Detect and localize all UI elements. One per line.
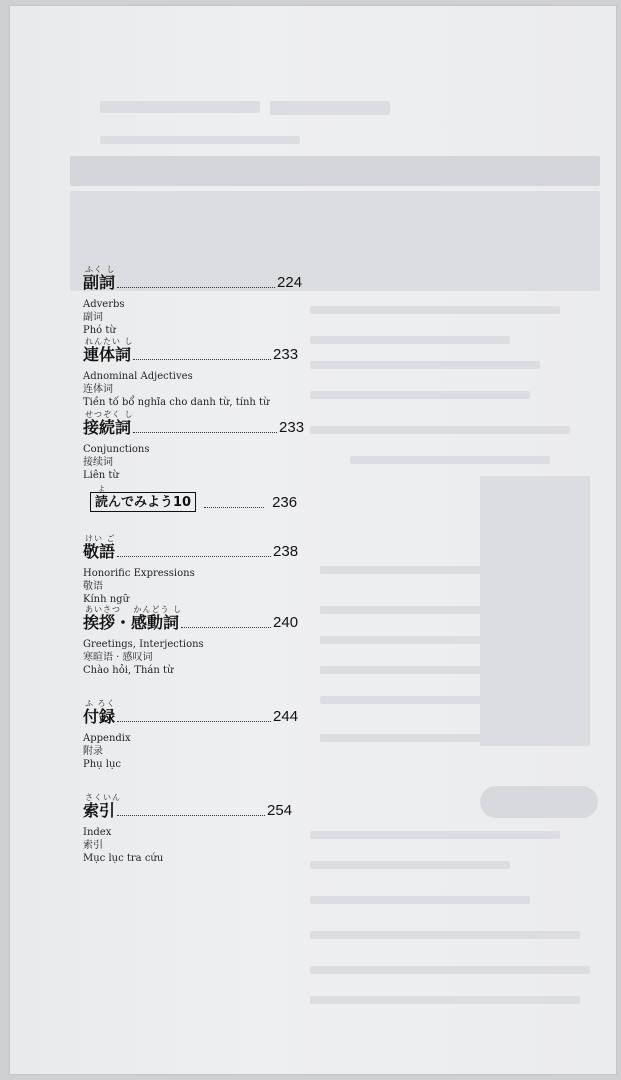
furigana: ふく し	[85, 265, 116, 274]
english-label: Honorific Expressions	[83, 568, 195, 579]
reading-section-label: 読んでみよう10	[90, 492, 196, 512]
chinese-label: 索引	[83, 840, 103, 851]
english-label: Adnominal Adjectives	[83, 371, 193, 382]
bleed-through-line	[310, 336, 510, 344]
dot-leader	[117, 556, 271, 557]
furigana: ふ ろく	[85, 699, 116, 708]
furigana: せつぞく し	[85, 410, 134, 419]
page-number: 244	[273, 708, 299, 725]
toc-heading: 付録	[83, 707, 116, 726]
vietnamese-label: Chào hỏi, Thán từ	[83, 665, 174, 676]
bleed-through-line	[320, 696, 490, 704]
bleed-through-line	[270, 101, 390, 115]
chinese-label: 副词	[83, 312, 103, 323]
page-number: 233	[273, 346, 299, 363]
english-label: Index	[83, 827, 112, 838]
bleed-through-line	[310, 426, 570, 434]
vietnamese-label: Phụ lục	[83, 759, 122, 770]
bleed-through-line	[320, 666, 500, 674]
english-label: Adverbs	[83, 299, 125, 310]
book-page	[10, 6, 616, 1074]
bleed-through-line	[100, 136, 300, 144]
furigana: けい ご	[85, 534, 116, 543]
toc-heading: 敬語	[83, 542, 116, 561]
toc-heading: 連体詞	[83, 345, 132, 364]
toc-heading: 挨拶・感動詞	[83, 613, 180, 632]
bleed-through-pill	[480, 786, 598, 818]
dot-leader	[117, 721, 271, 722]
vietnamese-label: Liên từ	[83, 470, 119, 481]
bleed-through-line	[320, 566, 550, 574]
chinese-label: 连体词	[83, 384, 113, 395]
bleed-through-line	[310, 306, 560, 314]
bleed-through-line	[310, 966, 590, 974]
page-number: 238	[273, 543, 299, 560]
english-label: Conjunctions	[83, 444, 150, 455]
furigana: れんたい し	[85, 337, 134, 346]
bleed-through-line	[310, 361, 540, 369]
page-number: 254	[267, 802, 293, 819]
bleed-through-line	[100, 101, 260, 113]
reading-section-entry	[90, 492, 297, 512]
furigana: さくいん	[85, 793, 121, 802]
dot-leader	[117, 287, 275, 288]
bleed-through-line	[310, 861, 510, 869]
chinese-label: 附录	[83, 746, 103, 757]
chinese-label: 敬语	[83, 581, 103, 592]
dot-leader	[133, 359, 271, 360]
vietnamese-label: Mục lục tra cứu	[83, 853, 164, 864]
vietnamese-label: Tiền tố bổ nghĩa cho danh từ, tính từ	[83, 397, 270, 408]
vietnamese-label: Phó từ	[83, 325, 116, 336]
bleed-through-line	[310, 896, 530, 904]
chinese-label: 接续词	[83, 457, 113, 468]
bleed-through-line	[310, 391, 530, 399]
toc-heading: 副詞	[83, 273, 116, 292]
dot-leader	[133, 432, 277, 433]
dot-leader	[117, 815, 265, 816]
bleed-through-block	[70, 156, 600, 186]
bleed-through-line	[320, 734, 500, 742]
page-number: 240	[273, 614, 299, 631]
bleed-through-line	[310, 996, 580, 1004]
furigana: あいさつ かんどう し	[85, 605, 183, 614]
bleed-through-line	[350, 456, 550, 464]
toc-heading: 接続詞	[83, 418, 132, 437]
bleed-through-line	[310, 831, 560, 839]
dot-leader	[181, 627, 271, 628]
page-number: 224	[277, 274, 303, 291]
furigana: よ	[98, 485, 105, 493]
bleed-through-line	[320, 606, 520, 614]
toc-heading: 索引	[83, 801, 116, 820]
dot-leader	[204, 507, 264, 508]
page-number: 233	[279, 419, 305, 436]
chinese-label: 寒暄语 · 感叹词	[83, 652, 153, 663]
bleed-through-line	[310, 931, 580, 939]
english-label: Greetings, Interjections	[83, 639, 204, 650]
page-number: 236	[272, 494, 298, 511]
vietnamese-label: Kính ngữ	[83, 594, 130, 605]
english-label: Appendix	[83, 733, 131, 744]
bleed-through-line	[320, 636, 520, 644]
